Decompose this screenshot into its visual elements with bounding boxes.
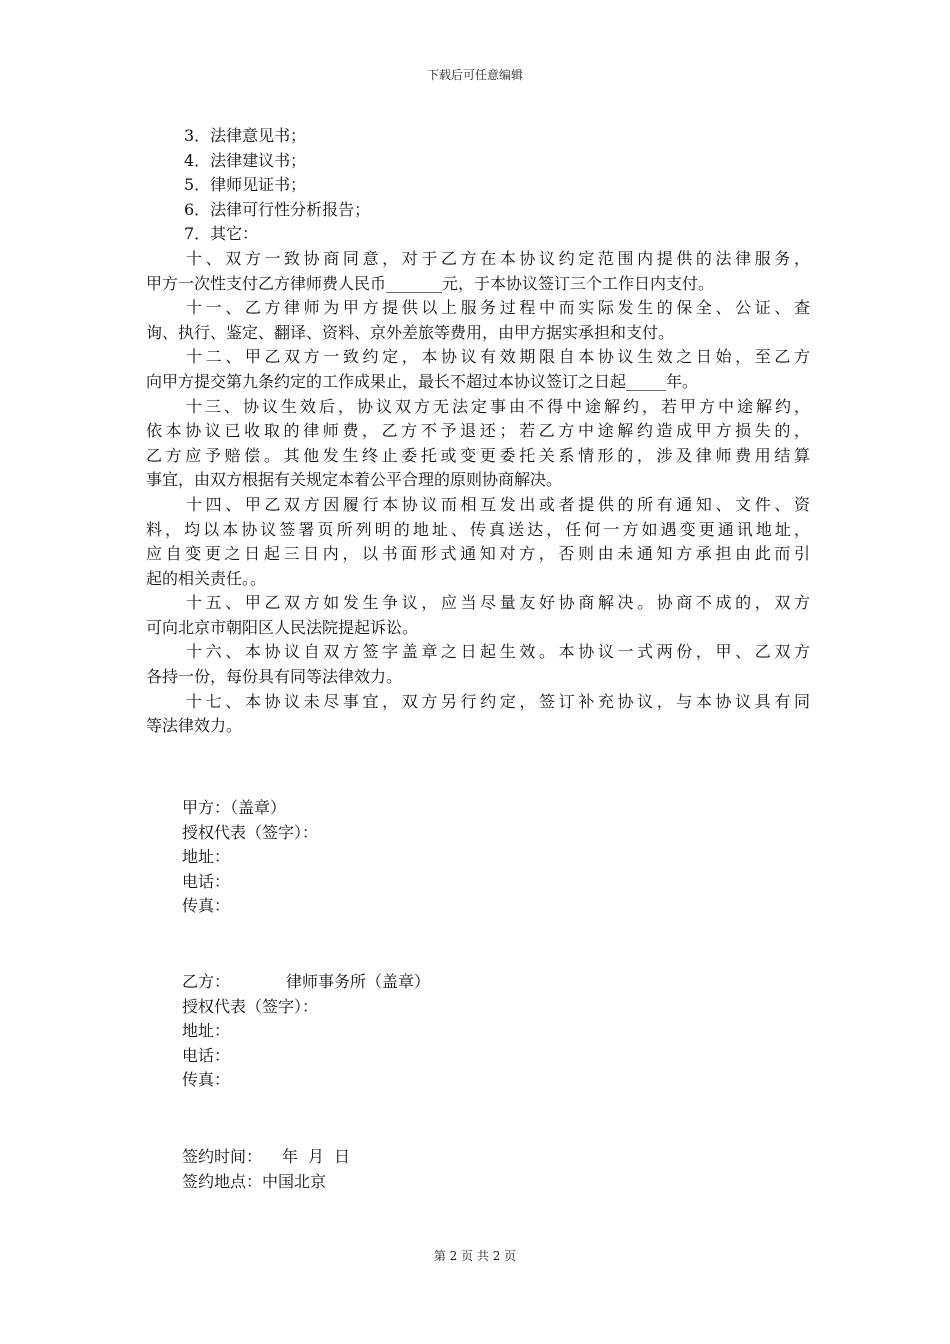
party-a-block bbox=[182, 796, 682, 919]
clause-13-line: 依本协议已收取的律师费，乙方不予退还；若乙方中途解约造成甲方损失的， bbox=[146, 421, 810, 441]
clause-14-line: 料，均以本协议签署页所列明的地址、传真送达，任何一方如遇变更通讯地址， bbox=[146, 519, 810, 539]
clause-13-line: 乙方应予赔偿。其他发生终止委托或变更委托关系情形的，涉及律师费用结算 bbox=[146, 445, 810, 465]
clause-17-line: 十七、本协议未尽事宜，双方另行约定，签订补充协议，与本协议具有同 bbox=[186, 691, 810, 711]
clause-11-line: 询、执行、鉴定、翻译、资料、京外差旅等费用，由甲方据实承担和支付。 bbox=[146, 322, 675, 342]
clause-17-line: 等法律效力。 bbox=[146, 716, 243, 736]
clause-14-line: 起的相关责任。。 bbox=[146, 568, 267, 588]
contract-body bbox=[146, 124, 810, 739]
party-b-phone: 电话： bbox=[182, 1045, 231, 1065]
list-item: 5．律师见证书； bbox=[184, 175, 307, 195]
clause-12-line: 十二、甲乙双方一致约定，本协议有效期限自本协议生效之日始，至乙方 bbox=[186, 347, 810, 367]
clause-14-line: 十四、甲乙双方因履行本协议而相互发出或者提供的所有通知、文件、资 bbox=[186, 494, 810, 514]
clause-10-line: 甲方一次性支付乙方律师费人民币_______元，于本协议签订三个工作日内支付。 bbox=[146, 273, 715, 293]
list-item: 6．法律可行性分析报告； bbox=[184, 199, 371, 219]
page-header: 下载后可任意编辑 bbox=[426, 68, 523, 82]
clause-12-line: 向甲方提交第九条约定的工作成果止，最长不超过本协议签订之日起_____年。 bbox=[146, 371, 699, 391]
signing-day: 日 bbox=[334, 1147, 351, 1166]
signing-month: 月 bbox=[308, 1147, 325, 1166]
clause-15-line: 十五、甲乙双方如发生争议，应当尽量友好协商解决。协商不成的，双方 bbox=[186, 593, 810, 613]
party-b-address: 地址： bbox=[182, 1021, 231, 1041]
party-a-label: 甲方：（盖章） bbox=[182, 798, 287, 817]
clause-13-line: 十三、协议生效后，协议双方无法定事由不得中途解约，若甲方中途解约， bbox=[186, 396, 810, 416]
clause-16-line: 各持一份，每份具有同等法律效力。 bbox=[146, 667, 403, 687]
party-a-fax: 传真： bbox=[182, 896, 231, 916]
list-item: 3．法律意见书； bbox=[184, 126, 307, 145]
party-b-block bbox=[182, 970, 682, 1093]
signing-block bbox=[182, 1145, 682, 1194]
party-b-rep: 授权代表（签字）： bbox=[182, 996, 319, 1016]
page-footer: 第 2 页 共 2 页 bbox=[433, 1249, 517, 1263]
clause-13-line: 事宜，由双方根据有关规定本着公平合理的原则协商解决。 bbox=[146, 470, 563, 490]
party-a-rep: 授权代表（签字）： bbox=[182, 822, 319, 842]
clause-14-line: 应自变更之日起三日内，以书面形式通知对方，否则由未通知方承担由此而引 bbox=[146, 544, 810, 564]
party-b-firm: 律师事务所（盖章） bbox=[286, 972, 431, 991]
party-a-address: 地址： bbox=[182, 847, 231, 867]
clause-16-line: 十六、本协议自双方签字盖章之日起生效。本协议一式两份，甲、乙双方 bbox=[186, 642, 810, 662]
signing-place-row bbox=[182, 1170, 682, 1195]
signing-time-row bbox=[182, 1145, 682, 1170]
party-b-label: 乙方： bbox=[182, 972, 231, 991]
list-item: 7．其它： bbox=[184, 224, 259, 244]
signing-year: 年 bbox=[282, 1147, 299, 1166]
clause-15-line: 可向北京市朝阳区人民法院提起诉讼。 bbox=[146, 617, 419, 637]
clause-10-line: 十、双方一致协商同意，对于乙方在本协议约定范围内提供的法律服务， bbox=[186, 248, 810, 268]
party-b-label-row bbox=[182, 970, 682, 995]
clause-11-line: 十一、乙方律师为甲方提供以上服务过程中而实际发生的保全、公证、查 bbox=[186, 298, 810, 318]
party-b-fax: 传真： bbox=[182, 1070, 231, 1090]
list-item: 4．法律建议书； bbox=[184, 150, 307, 170]
signing-time-label: 签约时间： bbox=[182, 1147, 263, 1166]
party-a-phone: 电话： bbox=[182, 871, 231, 891]
signing-place: 中国北京 bbox=[262, 1171, 327, 1191]
signing-place-label: 签约地点： bbox=[182, 1171, 263, 1191]
